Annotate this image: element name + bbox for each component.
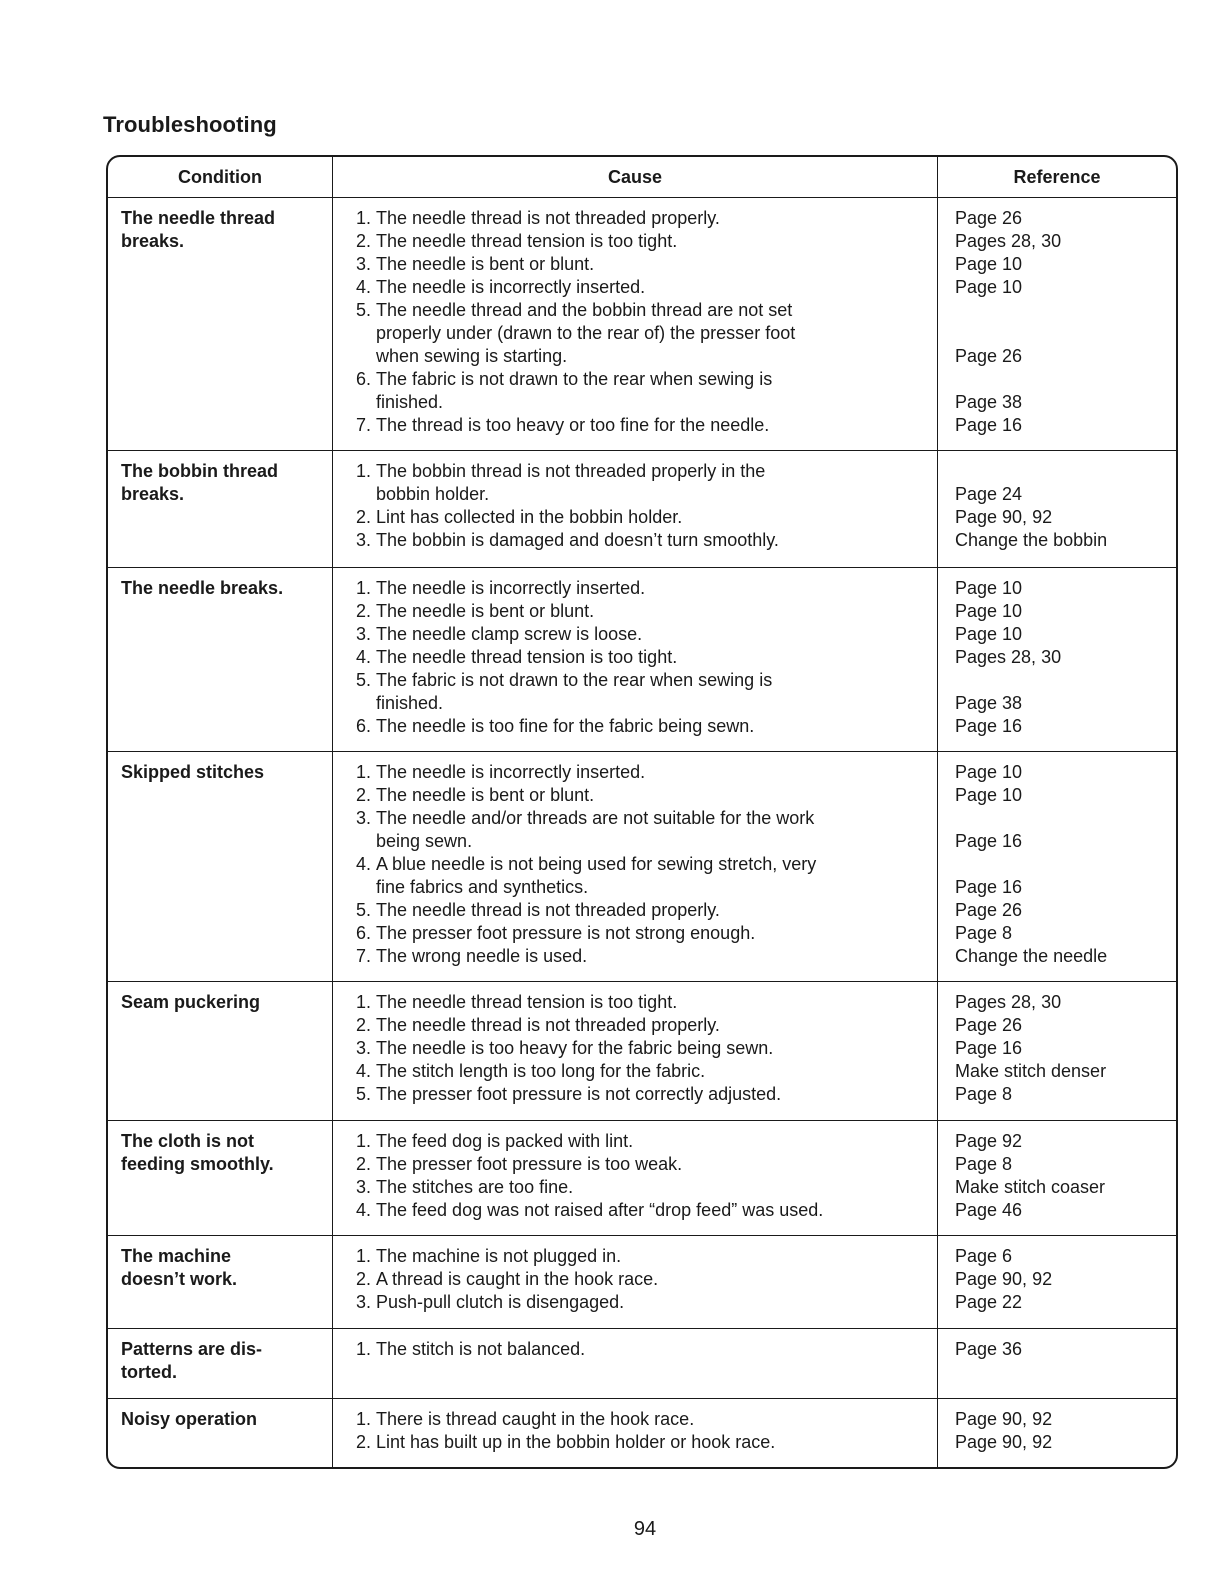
cause-line: The needle thread is not threaded properly. <box>376 208 720 228</box>
cause-item <box>347 230 931 253</box>
cause-item <box>347 761 931 784</box>
reference-line <box>955 853 1176 876</box>
cause-number: 3. <box>355 1038 371 1058</box>
cause-text <box>376 299 931 368</box>
reference-cell <box>937 198 1176 450</box>
cause-text <box>376 784 931 807</box>
reference-line: Page 90, 92 <box>955 1409 1053 1429</box>
cause-item <box>347 1014 931 1037</box>
cause-text <box>376 1130 931 1153</box>
cause-number: 5. <box>355 300 371 320</box>
reference-line: Page 8 <box>955 1154 1013 1174</box>
cause-line: The needle thread is not threaded properly. <box>376 1015 720 1035</box>
cause-text <box>376 761 931 784</box>
condition-cell <box>108 752 332 981</box>
table-row <box>108 751 1176 981</box>
cause-line: The feed dog was not raised after “drop feed” was used. <box>376 1200 824 1220</box>
cause-line: The needle is bent or blunt. <box>376 254 595 274</box>
cause-number: 5. <box>355 900 371 920</box>
cause-item <box>347 276 931 299</box>
reference-line: Page 46 <box>955 1200 1023 1220</box>
reference-line: Make stitch denser <box>955 1061 1107 1081</box>
reference-line: Page 92 <box>955 1131 1023 1151</box>
cause-number: 4. <box>355 854 371 874</box>
cause-line: The needle thread tension is too tight. <box>376 992 678 1012</box>
reference-line: Page 10 <box>955 578 1023 598</box>
cause-number: 3. <box>355 1177 371 1197</box>
table-row <box>108 1120 1176 1235</box>
condition-line: feeding smoothly. <box>121 1154 274 1174</box>
condition-cell <box>108 198 332 450</box>
cause-line: The needle thread tension is too tight. <box>376 647 678 667</box>
condition-line: The cloth is not <box>121 1131 254 1151</box>
condition-line: Noisy operation <box>121 1409 258 1429</box>
cause-cell <box>332 752 937 981</box>
cause-number: 3. <box>355 808 371 828</box>
cause-item <box>347 1338 931 1361</box>
cause-text <box>376 1083 931 1106</box>
cause-line: The fabric is not drawn to the rear when sewing is <box>376 670 773 690</box>
cause-number: 4. <box>355 647 371 667</box>
cause-cell <box>332 1121 937 1235</box>
cause-item <box>347 922 931 945</box>
reference-line: Page 26 <box>955 900 1023 920</box>
cause-item <box>347 784 931 807</box>
cause-text <box>376 945 931 968</box>
cause-text <box>376 1268 931 1291</box>
cause-item <box>347 1268 931 1291</box>
reference-line: Page 16 <box>955 716 1023 736</box>
cause-text <box>376 368 931 414</box>
cause-item <box>347 529 931 552</box>
cause-line: The needle is incorrectly inserted. <box>376 762 646 782</box>
cause-item <box>347 991 931 1014</box>
cause-number: 2. <box>355 785 371 805</box>
cause-text <box>376 460 931 506</box>
page-number: 94 <box>633 1518 657 1540</box>
cause-line: The needle is too heavy for the fabric being sewn. <box>376 1038 774 1058</box>
cause-number: 1. <box>355 1131 371 1151</box>
cause-line: The stitch length is too long for the fabric. <box>376 1061 706 1081</box>
cause-text <box>376 646 931 669</box>
condition-line: Seam puckering <box>121 992 261 1012</box>
cause-number: 1. <box>355 578 371 598</box>
cause-line: The needle thread and the bobbin thread are not set <box>376 300 793 320</box>
reference-line: Make stitch coaser <box>955 1177 1106 1197</box>
cause-number: 1. <box>355 208 371 228</box>
cause-text <box>376 991 931 1014</box>
cause-line: The needle thread is not threaded properly. <box>376 900 720 920</box>
cause-cell <box>332 198 937 450</box>
cause-line: The needle is incorrectly inserted. <box>376 578 646 598</box>
condition-cell <box>108 1329 332 1398</box>
cause-text <box>376 1060 931 1083</box>
reference-line: Page 10 <box>955 624 1023 644</box>
cause-line: Lint has collected in the bobbin holder. <box>376 507 683 527</box>
cause-number: 1. <box>355 992 371 1012</box>
cause-item <box>347 899 931 922</box>
cause-item <box>347 506 931 529</box>
cause-line: The needle clamp screw is loose. <box>376 624 643 644</box>
reference-line <box>955 460 1176 483</box>
reference-cell <box>937 982 1176 1120</box>
cause-line: The needle and/or threads are not suitable for the work <box>376 808 815 828</box>
table-row <box>108 567 1176 751</box>
cause-line: finished. <box>376 693 444 713</box>
condition-line: Skipped stitches <box>121 762 265 782</box>
cause-line: The presser foot pressure is not strong enough. <box>376 923 756 943</box>
cause-number: 1. <box>355 461 371 481</box>
cause-number: 2. <box>355 1269 371 1289</box>
cause-line: The thread is too heavy or too fine for the needle. <box>376 415 770 435</box>
cause-number: 6. <box>355 716 371 736</box>
cause-line: being sewn. <box>376 831 473 851</box>
cause-text <box>376 414 931 437</box>
header-condition: Condition <box>178 167 262 187</box>
cause-text <box>376 807 931 853</box>
condition-cell <box>108 1399 332 1467</box>
cause-item <box>347 1130 931 1153</box>
cause-line: The machine is not plugged in. <box>376 1246 622 1266</box>
reference-cell <box>937 451 1176 567</box>
condition-line: Patterns are dis- <box>121 1339 263 1359</box>
reference-line: Page 26 <box>955 1015 1023 1035</box>
header-cause: Cause <box>332 157 937 197</box>
cause-number: 2. <box>355 601 371 621</box>
reference-line <box>955 807 1176 830</box>
reference-line: Change the bobbin <box>955 530 1108 550</box>
cause-text <box>376 853 931 899</box>
reference-line: Page 8 <box>955 923 1013 943</box>
cause-text <box>376 529 931 552</box>
reference-cell <box>937 1399 1176 1467</box>
cause-item <box>347 207 931 230</box>
reference-line: Page 90, 92 <box>955 1269 1053 1289</box>
reference-line: Page 10 <box>955 601 1023 621</box>
cause-line: Push-pull clutch is disengaged. <box>376 1292 625 1312</box>
cause-line: The needle is bent or blunt. <box>376 601 595 621</box>
cause-text <box>376 207 931 230</box>
cause-text <box>376 922 931 945</box>
cause-text <box>376 1037 931 1060</box>
cause-text <box>376 1291 931 1314</box>
cause-line: properly under (drawn to the rear of) the presser foot <box>376 323 796 343</box>
table-row <box>108 1235 1176 1328</box>
cause-item <box>347 623 931 646</box>
cause-text <box>376 1431 931 1454</box>
cause-item <box>347 577 931 600</box>
reference-line <box>955 322 1176 345</box>
cause-item <box>347 1176 931 1199</box>
cause-text <box>376 1176 931 1199</box>
reference-line: Page 36 <box>955 1339 1023 1359</box>
troubleshooting-table <box>106 155 1178 1469</box>
reference-cell <box>937 1121 1176 1235</box>
reference-cell <box>937 568 1176 751</box>
cause-item <box>347 945 931 968</box>
cause-number: 1. <box>355 1339 371 1359</box>
cause-line: when sewing is starting. <box>376 346 568 366</box>
cause-number: 2. <box>355 1432 371 1452</box>
cause-number: 6. <box>355 369 371 389</box>
cause-line: Lint has built up in the bobbin holder or hook race. <box>376 1432 776 1452</box>
cause-number: 1. <box>355 1246 371 1266</box>
cause-item <box>347 1431 931 1454</box>
reference-cell <box>937 1329 1176 1398</box>
cause-text <box>376 1408 931 1431</box>
cause-text <box>376 669 931 715</box>
condition-line: The machine <box>121 1246 232 1266</box>
condition-line: The needle thread <box>121 208 276 228</box>
reference-line: Page 10 <box>955 785 1023 805</box>
reference-line: Pages 28, 30 <box>955 231 1062 251</box>
cause-cell <box>332 1236 937 1328</box>
reference-line <box>955 299 1176 322</box>
cause-text <box>376 1338 931 1361</box>
reference-line: Page 6 <box>955 1246 1013 1266</box>
cause-line: The needle is too fine for the fabric being sewn. <box>376 716 755 736</box>
cause-item <box>347 368 931 414</box>
cause-number: 3. <box>355 1292 371 1312</box>
cause-text <box>376 577 931 600</box>
cause-number: 2. <box>355 231 371 251</box>
cause-line: A blue needle is not being used for sewing stretch, very <box>376 854 817 874</box>
condition-cell <box>108 982 332 1120</box>
cause-number: 2. <box>355 1154 371 1174</box>
cause-line: The needle is bent or blunt. <box>376 785 595 805</box>
cause-line: The presser foot pressure is not correctly adjusted. <box>376 1084 782 1104</box>
table-row <box>108 981 1176 1120</box>
cause-item <box>347 1199 931 1222</box>
cause-cell <box>332 1329 937 1398</box>
page-title: Troubleshooting <box>103 112 277 137</box>
reference-line: Page 10 <box>955 254 1023 274</box>
table-row <box>108 1328 1176 1398</box>
cause-text <box>376 1199 931 1222</box>
condition-cell <box>108 1236 332 1328</box>
reference-line <box>955 669 1176 692</box>
cause-text <box>376 899 931 922</box>
cause-line: The presser foot pressure is too weak. <box>376 1154 683 1174</box>
cause-number: 3. <box>355 530 371 550</box>
cause-number: 5. <box>355 1084 371 1104</box>
cause-item <box>347 1083 931 1106</box>
cause-text <box>376 506 931 529</box>
cause-item <box>347 414 931 437</box>
cause-text <box>376 715 931 738</box>
cause-cell <box>332 451 937 567</box>
cause-line: The fabric is not drawn to the rear when sewing is <box>376 369 773 389</box>
condition-line: The needle breaks. <box>121 578 284 598</box>
cause-number: 4. <box>355 1061 371 1081</box>
cause-line: finished. <box>376 392 444 412</box>
cause-line: The needle is incorrectly inserted. <box>376 277 646 297</box>
cause-line: The stitches are too fine. <box>376 1177 574 1197</box>
cause-number: 3. <box>355 254 371 274</box>
reference-line: Page 24 <box>955 484 1023 504</box>
cause-line: The needle thread tension is too tight. <box>376 231 678 251</box>
cause-item <box>347 600 931 623</box>
cause-text <box>376 600 931 623</box>
cause-text <box>376 1014 931 1037</box>
cause-line: The bobbin is damaged and doesn’t turn smoothly. <box>376 530 779 550</box>
cause-line: The wrong needle is used. <box>376 946 588 966</box>
table-row <box>108 1398 1176 1467</box>
cause-line: The feed dog is packed with lint. <box>376 1131 634 1151</box>
table-row <box>108 450 1176 567</box>
reference-line: Page 90, 92 <box>955 507 1053 527</box>
cause-item <box>347 1408 931 1431</box>
reference-line: Page 26 <box>955 208 1023 228</box>
cause-number: 1. <box>355 762 371 782</box>
cause-line: There is thread caught in the hook race. <box>376 1409 695 1429</box>
reference-line: Page 38 <box>955 392 1023 412</box>
header-reference: Reference <box>937 157 1176 197</box>
condition-line: breaks. <box>121 231 185 251</box>
cause-text <box>376 1245 931 1268</box>
cause-number: 4. <box>355 277 371 297</box>
cause-cell <box>332 568 937 751</box>
reference-line: Page 90, 92 <box>955 1432 1053 1452</box>
cause-number: 1. <box>355 1409 371 1429</box>
cause-item <box>347 1245 931 1268</box>
cause-item <box>347 669 931 715</box>
condition-line: torted. <box>121 1362 177 1382</box>
cause-text <box>376 230 931 253</box>
cause-number: 3. <box>355 624 371 644</box>
cause-line: The stitch is not balanced. <box>376 1339 586 1359</box>
table-header-row <box>108 157 1176 197</box>
reference-line: Page 8 <box>955 1084 1013 1104</box>
reference-cell <box>937 1236 1176 1328</box>
cause-line: A thread is caught in the hook race. <box>376 1269 659 1289</box>
cause-item <box>347 646 931 669</box>
cause-item <box>347 1060 931 1083</box>
cause-text <box>376 623 931 646</box>
reference-line <box>955 368 1176 391</box>
reference-line: Pages 28, 30 <box>955 992 1062 1012</box>
cause-item <box>347 807 931 853</box>
cause-line: The bobbin thread is not threaded properly in the <box>376 461 766 481</box>
cause-number: 2. <box>355 1015 371 1035</box>
cause-line: bobbin holder. <box>376 484 490 504</box>
condition-cell <box>108 451 332 567</box>
reference-line: Page 38 <box>955 693 1023 713</box>
cause-number: 7. <box>355 415 371 435</box>
cause-number: 6. <box>355 923 371 943</box>
reference-line: Page 16 <box>955 1038 1023 1058</box>
condition-cell <box>108 568 332 751</box>
cause-item <box>347 1037 931 1060</box>
reference-line: Page 10 <box>955 277 1023 297</box>
cause-item <box>347 1153 931 1176</box>
cause-item <box>347 299 931 368</box>
condition-line: doesn’t work. <box>121 1269 238 1289</box>
condition-line: The bobbin thread <box>121 461 278 481</box>
cause-text <box>376 1153 931 1176</box>
table-body <box>108 197 1176 1467</box>
cause-item <box>347 853 931 899</box>
reference-line: Page 16 <box>955 831 1023 851</box>
reference-line: Page 10 <box>955 762 1023 782</box>
reference-line: Page 26 <box>955 346 1023 366</box>
cause-item <box>347 460 931 506</box>
reference-line: Pages 28, 30 <box>955 647 1062 667</box>
cause-number: 7. <box>355 946 371 966</box>
condition-line: breaks. <box>121 484 185 504</box>
cause-text <box>376 253 931 276</box>
cause-item <box>347 253 931 276</box>
reference-line: Change the needle <box>955 946 1108 966</box>
cause-line: fine fabrics and synthetics. <box>376 877 589 897</box>
cause-number: 4. <box>355 1200 371 1220</box>
cause-number: 5. <box>355 670 371 690</box>
table-row <box>108 197 1176 450</box>
reference-line: Page 22 <box>955 1292 1023 1312</box>
reference-line: Page 16 <box>955 877 1023 897</box>
condition-cell <box>108 1121 332 1235</box>
cause-text <box>376 276 931 299</box>
reference-line: Page 16 <box>955 415 1023 435</box>
cause-item <box>347 1291 931 1314</box>
cause-cell <box>332 982 937 1120</box>
reference-cell <box>937 752 1176 981</box>
cause-item <box>347 715 931 738</box>
cause-cell <box>332 1399 937 1467</box>
cause-number: 2. <box>355 507 371 527</box>
